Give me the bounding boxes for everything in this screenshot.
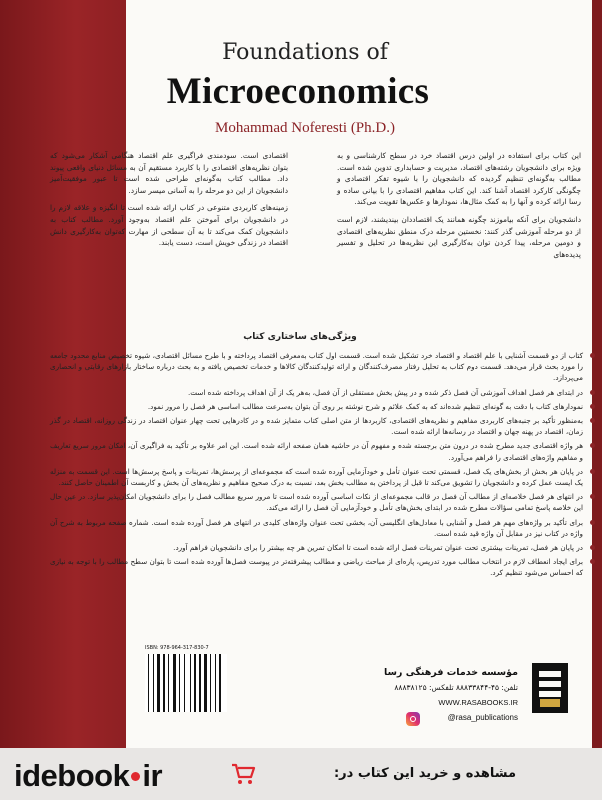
- shopping-cart-icon: [230, 762, 256, 786]
- intro-paragraph: این کتاب برای استفاده در اولین درس اقتصاد خرد در سطح کارشناسی و به ویژه برای دانشجویان رشته‌های اقتصاد، مدیریت و حسابداری تدوین شده است. مطالب به‌گونه‌ای تنظیم گردیده که دانشجویان را با شیوه تفکر اقتصادی و چگونگی کارکرد اقتصاد آشنا کند. این کتاب مفاهیم اقتصادی را با بیانی ساده و رسا ارائه کرده و آنها را به کمک مثال‌ها، نمودارها و عکس‌ها تقویت می‌کند.: [337, 151, 581, 207]
- feature-item: در پایان هر فصل، تمرینات بیشتری تحت عنوان تمرینات فصل ارائه شده است تا امکان تمرین هر چه بیشتر را برای دانشجویان فراهم آورد.: [50, 542, 595, 553]
- idebook-tld: ir: [142, 758, 163, 793]
- logo-dot-icon: [131, 772, 140, 781]
- intro-paragraph: زمینه‌های کاربردی متنوعی در کتاب ارائه شده است تا انگیزه و علاقه لازم را در دانشجویان برای آموختن علم اقتصاد به‌وجود آورد. مطالب کتاب به دانشجویان کمک می‌کند تا به آن سطحی از مهارت که‌توان به‌کارگیری دانش اقتصاد در زندگی خویش است، دست یابند.: [50, 203, 288, 248]
- feature-item: برای تأکید بر واژه‌های مهم هر فصل و آشنایی با معادل‌های انگلیسی آن، بخشی تحت عنوان واژه‌های کلیدی در انتهای هر فصل آورده شده است. شماره صفحه مربوط به شرح آن واژه در کتاب نیز در مقابل آن واژه قید شده است.: [50, 517, 595, 539]
- isbn-label: ISBN: 978-964-317-830-7: [145, 645, 209, 651]
- book-author: Mohammad Noferesti (Ph.D.): [215, 120, 395, 136]
- feature-item: هر واژه اقتصادی جدید مطرح شده در درون متن برجسته شده و مفهوم آن در حاشیه همان صفحه ارائه شده است. این امر علاوه بر تأکید به فراگیری آن، امکان مرور سریع تعاریف و مفاهیم واژه‌های اقتصادی را فراهم می‌آورد.: [50, 440, 595, 462]
- features-heading: ویژگی‌های ساختاری کتاب: [243, 332, 357, 342]
- intro-paragraph: اقتصادی است. سودمندی فراگیری علم اقتصاد هنگامی آشکار می‌شود که بتوان نظریه‌های اقتصادی را با کاربرد مستقیم آن به مسائل دنیای واقعی پیوند داد. مطالب کتاب به‌گونه‌ای طراحی شده است تا عبور موفقیت‌آمیز دانشجویان از این دو مرحله را به آسانی میسر سازد.: [50, 151, 288, 195]
- feature-item: به‌منظور تأکید بر جنبه‌های کاربردی مفاهیم و نظریه‌های اقتصادی، کاربردها از متن اصلی کتاب متمایز شده و در کادرهایی تحت چهار عنوان اقتصاد در زندگی روزانه، اقتصاد در گذر زمان، اقتصاد در پهنه جهان و اقتصاد در رسانه‌ها ارائه شده است.: [50, 415, 595, 437]
- book-title-main: Microeconomics: [166, 71, 430, 112]
- intro-paragraph: دانشجویان برای آنکه بیاموزند چگونه همانند یک اقتصاددان بیندیشند، لازم است از دو مرحله آموزشی گذر کنند: نخستین مرحله درک منطق نظریه‌های اقتصادی و دومین مرحله، پیدا کردن توان به‌کارگیری این نظریه‌ها در تحلیل و تفسیر پدیده‌های: [337, 214, 581, 259]
- idebook-logo: [14, 758, 162, 794]
- feature-item: در انتهای هر فصل خلاصه‌ای از مطالب آن فصل در قالب مجموعه‌ای از نکات اساسی آورده شده است تا مرور سریع مطالب فصل را برای دانشجویان امکان‌پذیر سازد. در عین حال این خلاصه پاسخ تمامی سؤالات مطرح شده در ابتدای بخش‌های تأمل و خودآزمایی آن فصل را ارائه می‌کند.: [50, 491, 595, 513]
- feature-item: کتاب از دو قسمت آشنایی با علم اقتصاد و اقتصاد خرد تشکیل شده است. قسمت اول کتاب به‌معرفی اقتصاد پرداخته و با طرح مسائل اقتصادی، شیوه تخصیص منابع محدود جامعه را مورد بحث قرار می‌دهد. قسمت دوم کتاب به تحلیل رفتار مصرف‌کنندگان و ارائه تولیدکنندگان کالاها و خدمات تخصیص یافته و به بحث درباره ساختار بازارهای رقابتی و انحصاری می‌پردازد.: [50, 350, 595, 384]
- publisher-instagram[interactable]: @rasa_publications: [447, 713, 518, 722]
- feature-item: برای ایجاد انعطاف لازم در انتخاب مطالب مورد تدریس، پاره‌ای از مباحث ریاضی و مطالب پیشرفته‌تر در پیوست فصل‌ها آورده شده است تا بتوان سطح مطالب را با توجه به نیازی که احساس می‌شود تنظیم کرد.: [50, 556, 595, 578]
- publisher-name: مؤسسه خدمات فرهنگی رسا: [384, 667, 518, 678]
- feature-item: در پایان هر بخش از بخش‌های یک فصل، قسمتی تحت عنوان تأمل و خودآزمایی آورده شده است که مجموعه‌ای از پرسش‌ها، تمرینات و پاسخ پرسش‌ها است. این قسمت به منزله یک ایست عمل کرده و دانشجویان را تشویق می‌کند تا قبل از پرداختن به مطالب بخش بعد، نسبت به درک صحیح مفاهیم و نظریه‌های آن بخش و کاربست آن اطمینان حاصل کنند.: [50, 466, 595, 488]
- feature-item: نمودارهای کتاب با دقت به گونه‌ای تنظیم شده‌اند که به کمک علائم و شرح نوشته بر روی آن بتوان به‌سرعت مطالب اساسی هر فصل را مرور نمود.: [50, 401, 595, 412]
- publisher-logo-icon: [532, 663, 568, 713]
- promo-text[interactable]: مشاهده و خرید این کتاب در:: [333, 766, 517, 781]
- feature-item: در ابتدای هر فصل اهداف آموزشی آن فصل ذکر شده و در پیش بخش مستقلی از آن فصل، به‌هر یک از آن اهداف پرداخته شده است.: [50, 387, 595, 398]
- publisher-phone: تلفن: ۴۵-۸۸۸۳۳۸۴۴ تلفکس: ۸۸۸۳۸۱۲۵: [394, 683, 518, 692]
- barcode-image: [145, 654, 227, 712]
- book-title-line1: Foundations of: [222, 40, 388, 65]
- instagram-icon: [406, 712, 420, 726]
- intro-column-right: [337, 150, 581, 266]
- idebook-brand: idebook: [14, 758, 130, 793]
- intro-column-left: [50, 150, 288, 255]
- features-list: [50, 350, 595, 582]
- publisher-website[interactable]: WWW.RASABOOKS.IR: [438, 698, 518, 707]
